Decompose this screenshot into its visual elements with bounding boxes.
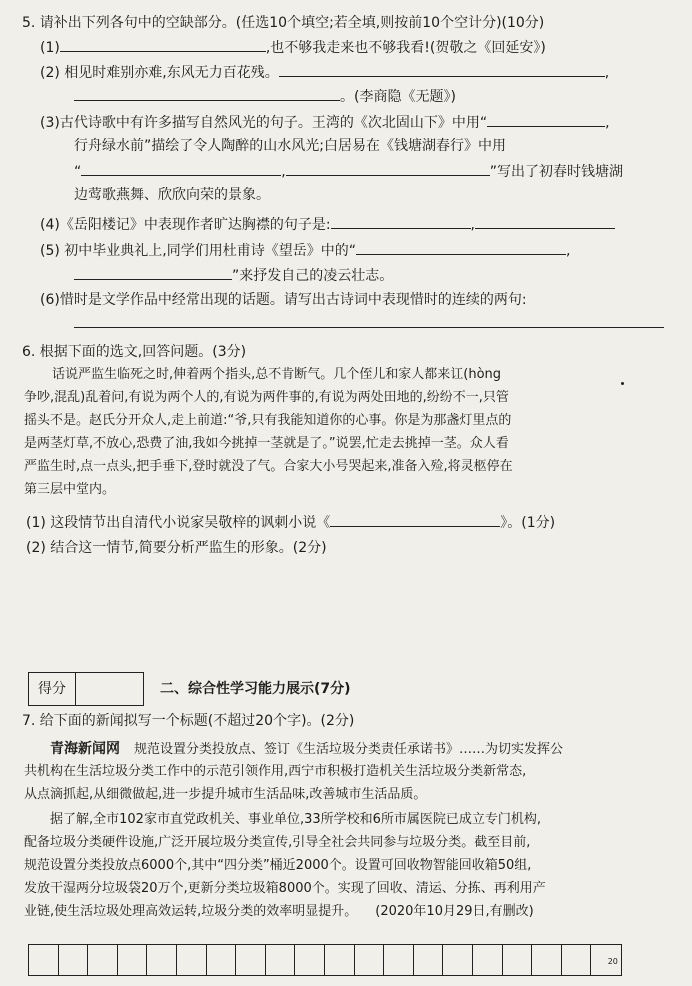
q5-item-4 [40,214,615,234]
grid-cell[interactable] [503,945,533,975]
answer-blank[interactable] [286,161,490,176]
grid-count-label: 20 [607,957,618,966]
q5-item-2-text: (2) 相见时难别亦难,东风无力百花残。 [40,65,279,81]
score-label: 得分 [29,673,76,705]
news-date: (2020年10月29日,有删改) [375,904,534,919]
q7-news-line: 规范设置分类投放点6000个,其中“四分类”桶近2000个。设置可回收物智能回收箱50组, [24,858,532,873]
q5-item-5-text: (5) 初中毕业典礼上,同学们用杜甫诗《望岳》中的“ [40,243,356,259]
answer-blank[interactable] [475,214,615,229]
answer-blank[interactable] [81,161,281,176]
punct: , [470,217,475,233]
q5-item-6: (6)惜时是文学作品中经常出现的话题。请写出古诗词中表现惜时的连续的两句: [40,292,527,308]
emphasis-dot [621,382,624,385]
section-2-title: 二、综合性学习能力展示(7分) [160,681,351,697]
q5-item-1-num: (1) [40,40,60,56]
news-text: 规范设置分类投放点、签订《生活垃圾分类责任承诺书》……为切实发挥公 [134,742,564,757]
grid-cell[interactable] [443,945,473,975]
q6-sub-1-text: (1) 这段情节出自清代小说家吴敬梓的讽刺小说《 [26,515,331,531]
punct: , [605,115,610,131]
q5-item-5-text-end: ”来抒发自己的凌云壮志。 [232,268,394,284]
grid-cell[interactable] [325,945,355,975]
answer-blank[interactable] [60,37,266,52]
grid-cell[interactable] [88,945,118,975]
q6-passage-line: 摇头不是。赵氏分开众人,走上前道:“爷,只有我能知道你的心事。你是为那盏灯里点的 [24,413,512,428]
q6-sub-2: (2) 结合这一情节,简要分析严监生的形象。(2分) [26,540,327,556]
q6-sub-1-score: 》。(1分) [500,515,556,531]
q7-news-line: 据了解,全市102家市直党政机关、事业单位,33所学校和6所市属医院已成立专门机构, [50,812,542,827]
q7-news-line: 配备垃圾分类硬件设施,广泛开展垃圾分类宣传,引导全社会共同参与垃圾分类。截至目前, [24,835,531,850]
grid-cell[interactable] [29,945,59,975]
q6-passage-line: 第三层中堂内。 [24,482,116,497]
answer-blank[interactable] [74,86,340,101]
grid-cell[interactable] [147,945,177,975]
punct: , [604,65,610,81]
q6-passage-line: 话说严监生临死之时,伸着两个指头,总不肯断气。几个侄儿和家人都来讧(hòng [52,367,502,382]
q5-item-3-line3 [74,161,623,181]
q6-stem: 6. 根据下面的选文,回答问题。(3分) [22,344,247,360]
q5-item-3-text: (3)古代诗歌中有许多描写自然风光的句子。王湾的《次北固山下》中用“ [40,115,488,131]
grid-cell[interactable] [355,945,385,975]
q5-item-3 [40,112,610,132]
punct: “ [74,164,82,180]
score-box [28,672,144,706]
answer-blank[interactable] [487,112,605,127]
q5-item-3-line2: 行舟绿水前”描绘了令人陶醉的山水风光;白居易在《钱塘湖春行》中用 [74,138,506,154]
q5-item-2 [40,62,609,82]
answer-blank[interactable] [331,214,471,229]
q7-news-line-1 [50,740,563,759]
q5-item-4-text: (4)《岳阳楼记》中表现作者旷达胸襟的句子是: [40,217,331,233]
grid-cell[interactable] [414,945,444,975]
q7-news-line: 发放干湿两分垃圾袋20万个,更新分类垃圾箱8000个。实现了回收、清运、分拣、再利用产 [24,881,546,896]
q5-item-5 [40,240,570,260]
answer-blank[interactable] [279,62,605,77]
punct: , [565,243,571,259]
q7-news-line: 共机构在生活垃圾分类工作中的示范引领作用,西宁市积极打造机关生活垃圾分类新常态, [24,764,527,779]
grid-cell[interactable] [591,945,621,975]
grid-cell[interactable] [118,945,148,975]
news-text: 业链,使生活垃圾处理高效运转,垃圾分类的效率明显提升。 [24,904,358,919]
grid-cell[interactable] [236,945,266,975]
grid-cell[interactable] [207,945,237,975]
q5-item-6-line2 [74,313,664,333]
q6-passage-line: 争吵,混乱)乱着问,有说为两个人的,有说为两件事的,有说为两处田地的,纷纷不一,只管 [24,390,509,405]
q5-item-2-line2 [74,86,456,106]
grid-cell[interactable] [59,945,89,975]
answer-blank[interactable] [330,512,500,527]
q5-item-3-line4: 边莺歌燕舞、欣欣向荣的景象。 [74,187,270,203]
grid-cell[interactable] [532,945,562,975]
q5-item-2-source: 。(李商隐《无题》) [340,89,456,105]
q5-item-5-line2 [74,265,393,285]
answer-blank[interactable] [74,265,232,280]
grid-cell[interactable] [177,945,207,975]
grid-cell[interactable] [473,945,503,975]
grid-cell[interactable] [562,945,592,975]
q6-passage-line: 是两茎灯草,不放心,恐费了油,我如今挑掉一茎就是了。”说罢,忙走去挑掉一茎。众人看 [24,436,509,451]
answer-grid[interactable] [28,944,622,976]
q5-item-1-text: ,也不够我走来也不够我看!(贺敬之《回延安》) [265,40,546,56]
q5-stem: 5. 请补出下列各句中的空缺部分。(任选10个填空;若全填,则按前10个空计分)(10分) [22,15,545,31]
news-source: 青海新闻网 [50,741,120,757]
q7-news-line: 从点滴抓起,从细微做起,进一步提升城市生活品味,改善城市生活品质。 [24,787,427,802]
answer-blank[interactable] [356,240,566,255]
answer-blank[interactable] [74,313,664,328]
grid-cell[interactable] [295,945,325,975]
grid-cell[interactable] [384,945,414,975]
q6-passage-line: 严监生时,点一点头,把手垂下,登时就没了气。合家大小号哭起来,准备入殓,将灵柩停在 [24,459,513,474]
punct: , [281,164,286,180]
q7-stem: 7. 给下面的新闻拟写一个标题(不超过20个字)。(2分) [22,713,355,729]
q5-item-1 [40,37,546,57]
grid-cell[interactable] [266,945,296,975]
q7-news-line-last [24,903,534,921]
q6-sub-1 [26,512,555,532]
punct: ”写出了初春时钱塘湖 [489,164,623,180]
